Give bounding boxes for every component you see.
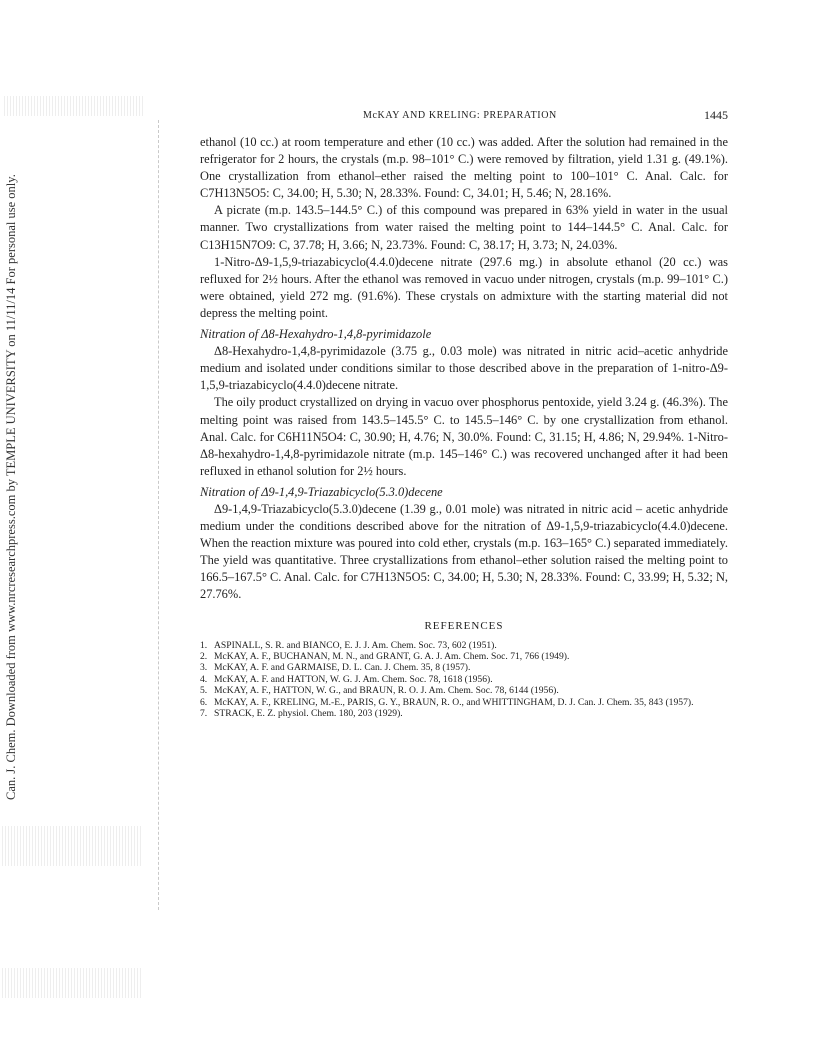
scan-noise <box>2 968 142 998</box>
reference-item: 2. McKAY, A. F., BUCHANAN, M. N., and GRANT, G. A. J. Am. Chem. Soc. 71, 766 (1949). <box>200 651 570 663</box>
reference-item: 4. McKAY, A. F. and HATTON, W. G. J. Am. Chem. Soc. 78, 1618 (1956). <box>200 673 493 685</box>
references-list <box>200 640 728 720</box>
paragraph: Δ9-1,4,9-Triazabicyclo(5.3.0)decene (1.39 g., 0.01 mole) was nitrated in nitric acid – acetic anhydride medium under the conditions described above for the nitration of Δ9-1,5,9-triazabicyclo(4.4.0)decene. When the reaction mixture was poured into cold ether, crystals (m.p. 163–165° C.) separated immediately. The yield was quantitative. Three crystallizations from ethanol–ether solution raised the melting point to 166.5–167.5° C. Anal. Calc. for C7H13N5O5: C, 34.00; H, 5.30; N, 28.33%. Found: C, 33.99; H, 5.32; N, 27.76%. <box>200 501 728 602</box>
article-body <box>200 134 728 719</box>
running-header <box>200 108 728 124</box>
reference-item: 7. STRACK, E. Z. physiol. Chem. 180, 203 (1929). <box>200 708 403 720</box>
section-heading: Nitration of Δ9-1,4,9-Triazabicyclo(5.3.0)decene <box>200 484 443 499</box>
paragraph: A picrate (m.p. 143.5–144.5° C.) of this compound was prepared in 63% yield in water in the usual manner. Two crystallizations from water raised the melting point to 144–144.5° C. Anal. Calc. for C13H15N7O9: C, 37.78; H, 3.66; N, 23.73%. Found: C, 38.17; H, 3.73; N, 24.03%. <box>200 203 728 252</box>
running-title: McKAY AND KRELING: PREPARATION <box>363 110 557 121</box>
reference-item: 3. McKAY, A. F. and GARMAISE, D. L. Can. J. Chem. 35, 8 (1957). <box>200 662 471 674</box>
paragraph: The oily product crystallized on drying in vacuo over phosphorus pentoxide, yield 3.24 g. (46.3%). The melting point was raised from 143.5–145.5° C. to 145.5–146° C. by one crystallization from ethanol. Anal. Calc. for C6H11N5O4: C, 30.90; H, 4.76; N, 30.0%. Found: C, 31.15; H, 4.86; N, 29.94%. 1-Nitro-Δ8-hexahydro-1,4,8-pyrimidazole nitrate (m.p. 145–146° C.) was recovered unchanged after it had been refluxed in ethanol solution for 2½ hours. <box>200 395 728 478</box>
reference-item: 5. McKAY, A. F., HATTON, W. G., and BRAUN, R. O. J. Am. Chem. Soc. 78, 6144 (1956). <box>200 685 559 697</box>
scan-noise <box>2 826 142 866</box>
paragraph: 1-Nitro-Δ9-1,5,9-triazabicyclo(4.4.0)decene nitrate (297.6 mg.) in absolute ethanol (20 cc.) was refluxed for 2½ hours. After the ethanol was removed in vacuo under nitrogen, crystals (m.p. 99–101° C.) were obtained, yield 272 mg. (91.6%). These crystals on admixture with the starting material did not depress the melting point. <box>200 254 728 320</box>
download-watermark-text: Can. J. Chem. Downloaded from www.nrcresearchpress.com by TEMPLE UNIVERSITY on 11/11/14 For personal use only. <box>4 174 18 800</box>
paragraph: Δ8-Hexahydro-1,4,8-pyrimidazole (3.75 g., 0.03 mole) was nitrated in nitric acid–acetic anhydride medium and isolated under conditions similar to those described above in the preparation of 1-nitro-Δ9-1,5,9-triazabicyclo(4.4.0)decene nitrate. <box>200 344 728 393</box>
page-number: 1445 <box>704 108 728 122</box>
paragraph: ethanol (10 cc.) at room temperature and ether (10 cc.) was added. After the solution had remained in the refrigerator for 2 hours, the crystals (m.p. 98–101° C.) were removed by filtration, yield 1.31 g. (49.1%). One crystallization from ethanol–ether raised the melting point to 100–101° C. Anal. Calc. for C7H13N5O5: C, 34.00; H, 5.30; N, 28.33%. Found: C, 34.01; H, 5.46; N, 28.16%. <box>200 135 728 201</box>
reference-item: 1. ASPINALL, S. R. and BIANCO, E. J. J. Am. Chem. Soc. 73, 602 (1951). <box>200 639 497 651</box>
section-heading: Nitration of Δ8-Hexahydro-1,4,8-pyrimidazole <box>200 327 432 342</box>
download-watermark <box>0 174 42 800</box>
scan-binding-edge <box>158 120 160 910</box>
scan-noise <box>4 96 144 116</box>
references-title: REFERENCES <box>424 619 504 632</box>
reference-item: 6. McKAY, A. F., KRELING, M.-E., PARIS, G. Y., BRAUN, R. O., and WHITTINGHAM, D. J. Can. J. Chem. 35, 843 (1957). <box>200 696 694 708</box>
